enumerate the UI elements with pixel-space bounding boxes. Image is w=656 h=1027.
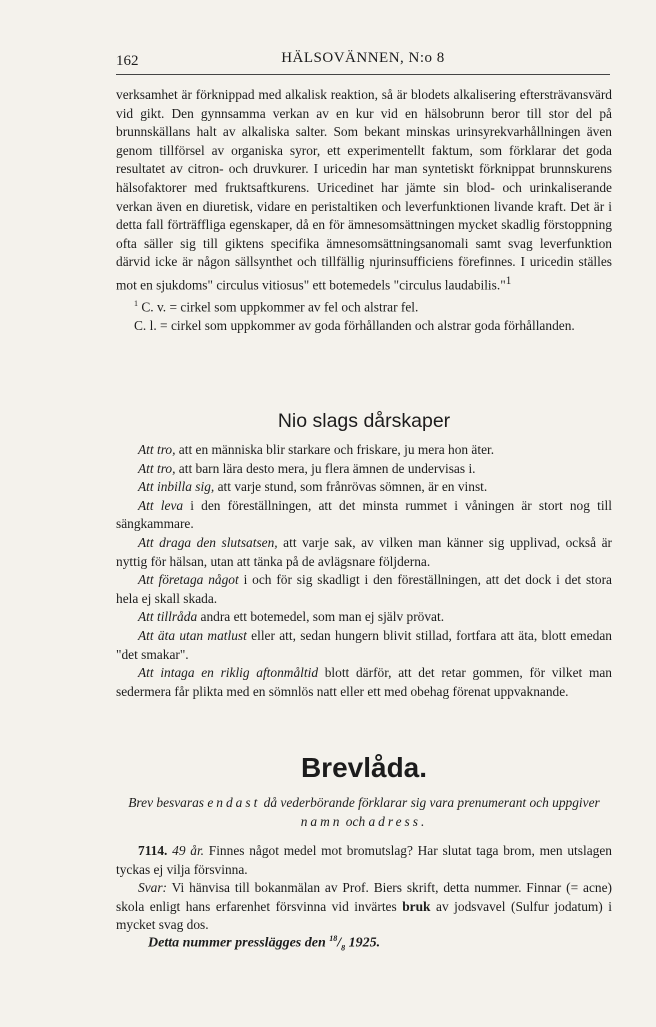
article-paragraph: verksamhet är förknippad med alkalisk reaktion, så är blodets alkalisering eftersträvansvärd vid gikt. Den gynnsamma verkan av en kur vid en hälsobrunn beror till stor del på brunnskällans halt av alkaliska salter. Som bekant minskas urinsyrekvarhållningen även genom tillförsel av organiska syror, ett experimentellt faktum, som förklarar det goda resultatet av citron- och druvkurer. I uricedin har man syntetiskt förknippat brunnskurens hälsofaktorer med fruktsaftkurens. Uricedinet har jämte sin blod- och urinkaliserande verkan även en diuretisk, vidare en peristaltiken och leverfunktionen livande kraft. Det är i detta fall förträffliga egenskaper, då en för ämnesomsättningen mycket skadlig förstoppning ofta säller sig till giktens specifika ämnesomsättningsanomali samt svag leverfunktion därvid icke är någon sällsynthet och tillfällig njurinsufficiens förefinnes. I uricedin ställes mot en sjukdoms" circulus vitiosus" ett botemedels "circulus laudabilis."$^1$ [116, 87, 612, 293]
list-item: Att tro, att barn lära desto mera, ju flera ämnen de undervisas i. [138, 460, 476, 476]
brevlada-note: Brev besvaras endast då vederbörande förklarar sig vara prenumerant och uppgiver namn och adress. [128, 795, 600, 829]
list-item: Att tro, att en människa blir starkare och friskare, ju mera hon äter. [138, 442, 495, 457]
list-item: Att inbilla sig, att varje stund, som frånrövas sömnen, är en vinst. [138, 479, 488, 495]
page-number: 162 [116, 53, 139, 69]
letter-answer: Svar: Vi hänvisa till bokanmälan av Prof. Biers skrift, detta nummer. Finnar (= acne) skola enligt hans erfarenhet försvinna vid invärtes bruk av jodsvavel (Sulfur jodatum) i mycket svag dos. [116, 880, 612, 933]
list-item: Att leva i den föreställningen, att det minsta rummet i våningen är stort nog till sängkammare. [116, 497, 612, 532]
footnotes [116, 295, 612, 336]
footnote-1: $^1$ C. v. = cirkel som uppkommer av fel och alstrar fel. [134, 299, 419, 315]
footnote-2: C. l. = cirkel som uppkommer av goda förhållanden och alstrar goda förhållanden. [134, 318, 575, 334]
article-continuation [116, 86, 612, 336]
section-title-nio-slags: Nio slags dårskaper [277, 410, 451, 432]
press-date-line: Detta nummer presslägges den $^{18}/_8$ 1925. [148, 934, 381, 953]
list-item: Att intaga en riklig aftonmåltid blott därför, att det retar gommen, för vilket man sedermera får plikta med en sömnlös natt eller ett med obehag förenat uppvaknande. [116, 665, 613, 699]
nio-slags-list [116, 441, 612, 701]
entry-age: 49 år. [172, 843, 205, 858]
list-item: Att företaga något i och för sig skadligt i den föreställningen, att det dock i det stora hela ej skall skada. [116, 572, 612, 606]
letter-entry: 7114. 49 år. Finnes något medel mot bromutslag? Har slutat taga brom, men utslagen tyckas ej vilja försvinna. [116, 843, 612, 877]
list-item: Att äta utan matlust eller att, sedan hungern blivit stillad, fortfara att äta, blott emedan "det smakar". [116, 627, 612, 662]
brevlada-content [116, 793, 612, 935]
list-item: Att tillråda andra ett botemedel, som man ej själv prövat. [138, 609, 445, 625]
running-title: HÄLSOVÄNNEN, N:o 8 [281, 50, 445, 66]
footnote-mark: 1 [505, 274, 512, 287]
page-header [116, 50, 610, 75]
entry-number: 7114. [138, 843, 168, 858]
list-item: Att draga den slutsatsen, att varje sak, av vilken man känner sig upplivad, också är nyttig för hälsan, utan att tänka på de avlägsnare följderna. [116, 534, 612, 569]
section-title-brevlada: Brevlåda. [300, 752, 428, 783]
